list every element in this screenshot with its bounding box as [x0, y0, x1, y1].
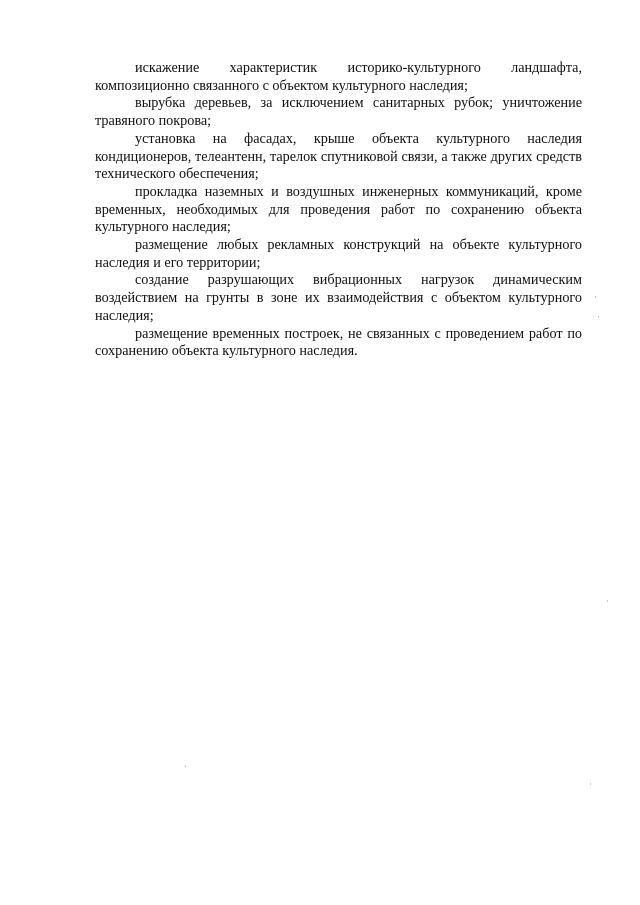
scan-speck: [607, 600, 608, 602]
paragraph-utility-lines: прокладка наземных и воздушных инженерных коммуникаций, кроме временных, необходимых для проведения работ по сохранению объекта культурного наследия;: [95, 183, 582, 236]
scan-speck: [590, 783, 591, 785]
paragraph-advertising: размещение любых рекламных конструкций на объекте культурного наследия и его территории;: [95, 237, 582, 271]
scan-speck: [185, 765, 186, 767]
paragraph-landscape-distortion: искажение характеристик историко-культурного ландшафта, композиционно связанного с объектом культурного наследия;: [95, 60, 582, 94]
scan-speck: [598, 316, 599, 318]
paragraph-vibration-loads: создание разрушающих вибрационных нагрузок динамическим воздействием на грунты в зоне их взаимодействия с объектом культурного наследия;: [95, 272, 582, 324]
scan-speck: [595, 296, 596, 298]
document-body: [95, 60, 582, 361]
paragraph-temporary-buildings: размещение временных построек, не связанных с проведением работ по сохранению объекта культурного наследия.: [95, 325, 582, 360]
paragraph-tree-felling: вырубка деревьев, за исключением санитарных рубок; уничтожение травяного покрова;: [95, 95, 582, 130]
paragraph-facade-installation: установка на фасадах, крыше объекта культурного наследия кондиционеров, телеантенн, тарелок спутниковой связи, а также других средств технического обеспечения;: [95, 130, 582, 183]
